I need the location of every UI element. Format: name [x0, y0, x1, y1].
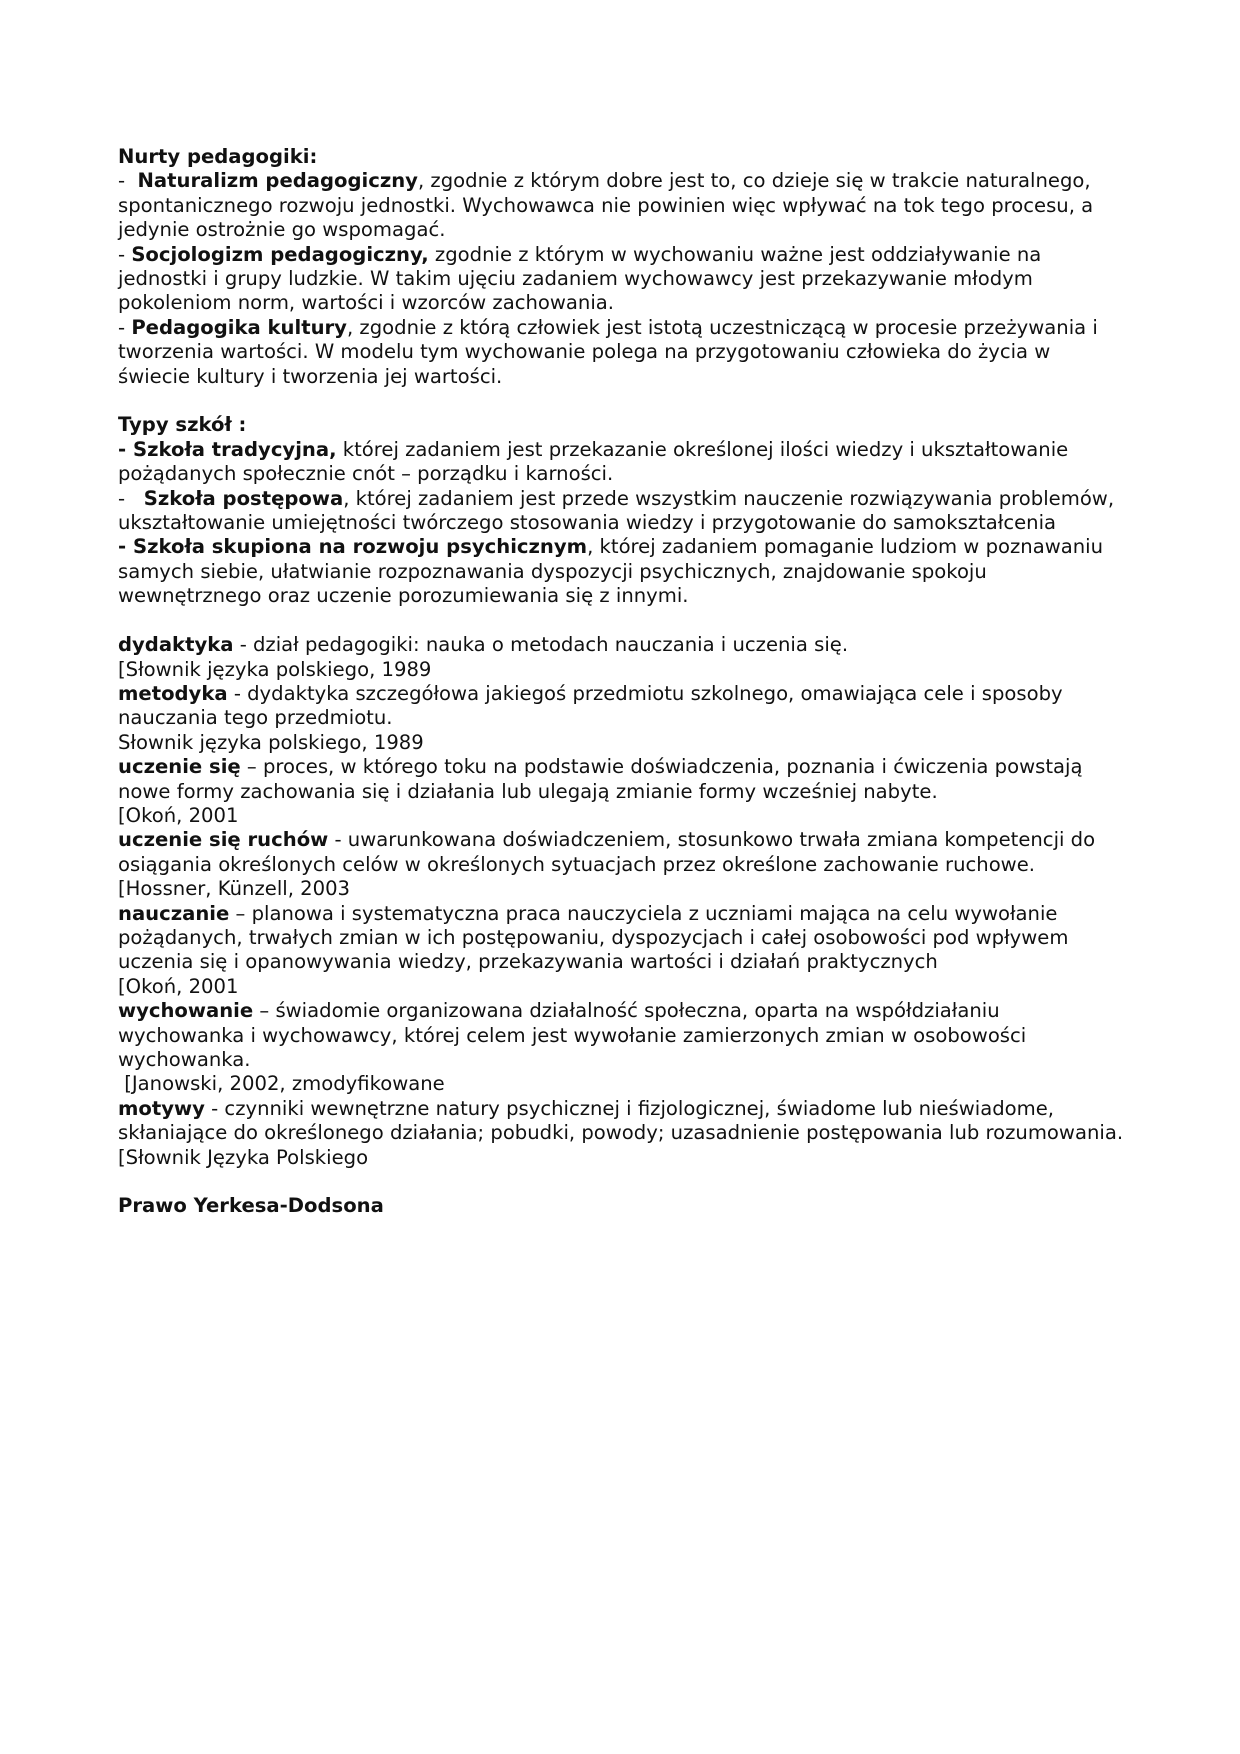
typ-item-tradycyjna: - Szkoła tradycyjna, której zadaniem jest przekazanie określonej ilości wiedzy i ukształtowanie pożądanych społecznie cnót – porządku i karności. — [118, 437, 1069, 486]
nurt-text: , zgodnie z którą człowiek jest istotą uczestniczącą w procesie przeżywania i tworzenia wartości. W modelu tym wychowanie polega na przygotowaniu człowieka do życia w świecie kultury i tworzenia jej wartości. — [118, 315, 1098, 388]
definition-source: Słownik języka polskiego, 1989 — [118, 730, 424, 754]
spacer — [118, 1170, 1128, 1194]
definition-text: - dydaktyka szczegółowa jakiegoś przedmiotu szkolnego, omawiająca cele i sposoby nauczania tego przedmiotu. — [118, 681, 1063, 730]
definition-text: - dział pedagogiki: nauka o metodach nauczania i uczenia się. — [233, 633, 849, 657]
typ-text: , której zadaniem pomaganie ludziom w poznawaniu samych siebie, ułatwianie rozpoznawania dyspozycji psychicznych, znajdowanie spokoju wewnętrznego oraz uczenie porozumiewania się z innymi. — [118, 535, 1104, 608]
typ-term: Szkoła postępowa — [143, 486, 344, 510]
definition-source: [Słownik Języka Polskiego — [118, 1145, 369, 1169]
definition-wychowanie — [118, 999, 1128, 1072]
definition-text: - czynniki wewnętrzne natury psychicznej i fizjologicznej, świadome lub nieświadome, skłaniające do określonego działania; pobudki, powody; uzasadnienie postępowania lub rozumowania. — [118, 1096, 1124, 1145]
definition-term: uczenie się — [118, 755, 241, 779]
definition-term: motywy — [118, 1096, 205, 1120]
typ-text: której zadaniem jest przekazanie określonej ilości wiedzy i ukształtowanie pożądanych społecznie cnót – porządku i karności. — [118, 437, 1069, 486]
definition-metodyka — [118, 682, 1128, 731]
definition-term: nauczanie — [118, 901, 230, 925]
nurt-item-naturalizm: - Naturalizm pedagogiczny, zgodnie z którym dobre jest to, co dzieje się w trakcie naturalnego, spontanicznego rozwoju jednostki. Wychowawca nie powinien więc wpływać na tok tego procesu, a jedynie ostrożnie go wspomagać. — [118, 169, 1094, 242]
document-page — [118, 145, 1128, 1219]
definition-text: – planowa i systematyczna praca nauczyciela z uczniami mająca na celu wywołanie pożądanych, trwałych zmian w ich postępowaniu, dyspozycjach i całej osobowości pod wpływem uczenia się i opanowywania wiedzy, przekazywania wartości i działań praktycznych — [118, 901, 1069, 974]
section-heading-nurty: Nurty pedagogiki: — [118, 145, 318, 168]
definition-source: [Słownik języka polskiego, 1989 — [118, 657, 432, 681]
typ-term: Szkoła skupiona na rozwoju psychicznym — [132, 535, 588, 559]
nurt-term: Socjologizm pedagogiczny, — [131, 242, 429, 266]
definition-text: - uwarunkowana doświadczeniem, stosunkowo trwała zmiana kompetencji do osiągania określonych celów w określonych sytuacjach przez określone zachowanie ruchowe. — [118, 828, 1096, 876]
definition-motywy — [118, 1097, 1128, 1146]
nurt-text: zgodnie z którym w wychowaniu ważne jest oddziaływanie na jednostki i grupy ludzkie. W takim ujęciu zadaniem wychowawcy jest przekazywanie młodym pokoleniom norm, wartości i wzorców zachowania. — [118, 242, 1042, 315]
definition-nauczanie — [118, 902, 1128, 975]
definition-dydaktyka — [118, 633, 1128, 657]
definition-text: – świadomie organizowana działalność społeczna, oparta na współdziałaniu wychowanka i wychowawcy, której celem jest wywołanie zamierzonych zmian w osobowości wychowanka. — [118, 999, 1027, 1071]
definition-uczenie-sie — [118, 755, 1128, 804]
nurt-item-socjologizm: - Socjologizm pedagogiczny, zgodnie z którym w wychowaniu ważne jest oddziaływanie na jednostki i grupy ludzkie. W takim ujęciu zadaniem wychowawcy jest przekazywanie młodym pokoleniom norm, wartości i wzorców zachowania. — [118, 242, 1042, 315]
definition-term: uczenie się ruchów — [118, 828, 329, 852]
definition-term: wychowanie — [118, 999, 254, 1023]
definition-term: dydaktyka — [118, 633, 234, 657]
spacer — [118, 389, 1128, 413]
typ-term: Szkoła tradycyjna, — [132, 437, 337, 461]
nurt-term: Naturalizm pedagogiczny — [137, 169, 418, 193]
definition-text: – proces, w którego toku na podstawie doświadczenia, poznania i ćwiczenia powstają nowe formy zachowania się i działania lub ulegają zmianie formy wcześniej nabyte. — [118, 755, 1083, 803]
typ-item-psychiczna: - Szkoła skupiona na rozwoju psychicznym, której zadaniem pomaganie ludziom w poznawaniu samych siebie, ułatwianie rozpoznawania dyspozycji psychicznych, znajdowanie spokoju wewnętrznego oraz uczenie porozumiewania się z innymi. — [118, 535, 1104, 608]
nurt-text: , zgodnie z którym dobre jest to, co dzieje się w trakcie naturalnego, spontanicznego rozwoju jednostki. Wychowawca nie powinien więc wpływać na tok tego procesu, a jedynie ostrożnie go wspomagać. — [118, 169, 1094, 242]
typ-item-postepowa: - Szkoła postępowa, której zadaniem jest przede wszystkim nauczenie rozwiązywania problemów, ukształtowanie umiejętności twórczego stosowania wiedzy i przygotowanie do samokształcenia — [118, 486, 1115, 535]
definition-source: [Okoń, 2001 — [118, 803, 239, 827]
typ-text: , której zadaniem jest przede wszystkim nauczenie rozwiązywania problemów, ukształtowanie umiejętności twórczego stosowania wiedzy i przygotowanie do samokształcenia — [118, 486, 1115, 535]
definition-term: metodyka — [118, 681, 228, 705]
definition-source: [Okoń, 2001 — [118, 974, 239, 998]
spacer — [118, 609, 1128, 633]
section-heading-typy: Typy szkół : — [118, 413, 247, 437]
definition-uczenie-sie-ruchow — [118, 828, 1128, 877]
definition-source: [Hossner, Künzell, 2003 — [118, 877, 351, 901]
section-heading-yerkes-dodson: Prawo Yerkesa-Dodsona — [118, 1194, 384, 1218]
nurt-term: Pedagogika kultury — [131, 315, 347, 339]
nurt-item-pedagogika-kultury: - Pedagogika kultury, zgodnie z którą człowiek jest istotą uczestniczącą w procesie przeżywania i tworzenia wartości. W modelu tym wychowanie polega na przygotowaniu człowieka do życia w świecie kultury i tworzenia jej wartości. — [118, 315, 1098, 388]
definition-source: [Janowski, 2002, zmodyfikowane — [118, 1072, 445, 1096]
